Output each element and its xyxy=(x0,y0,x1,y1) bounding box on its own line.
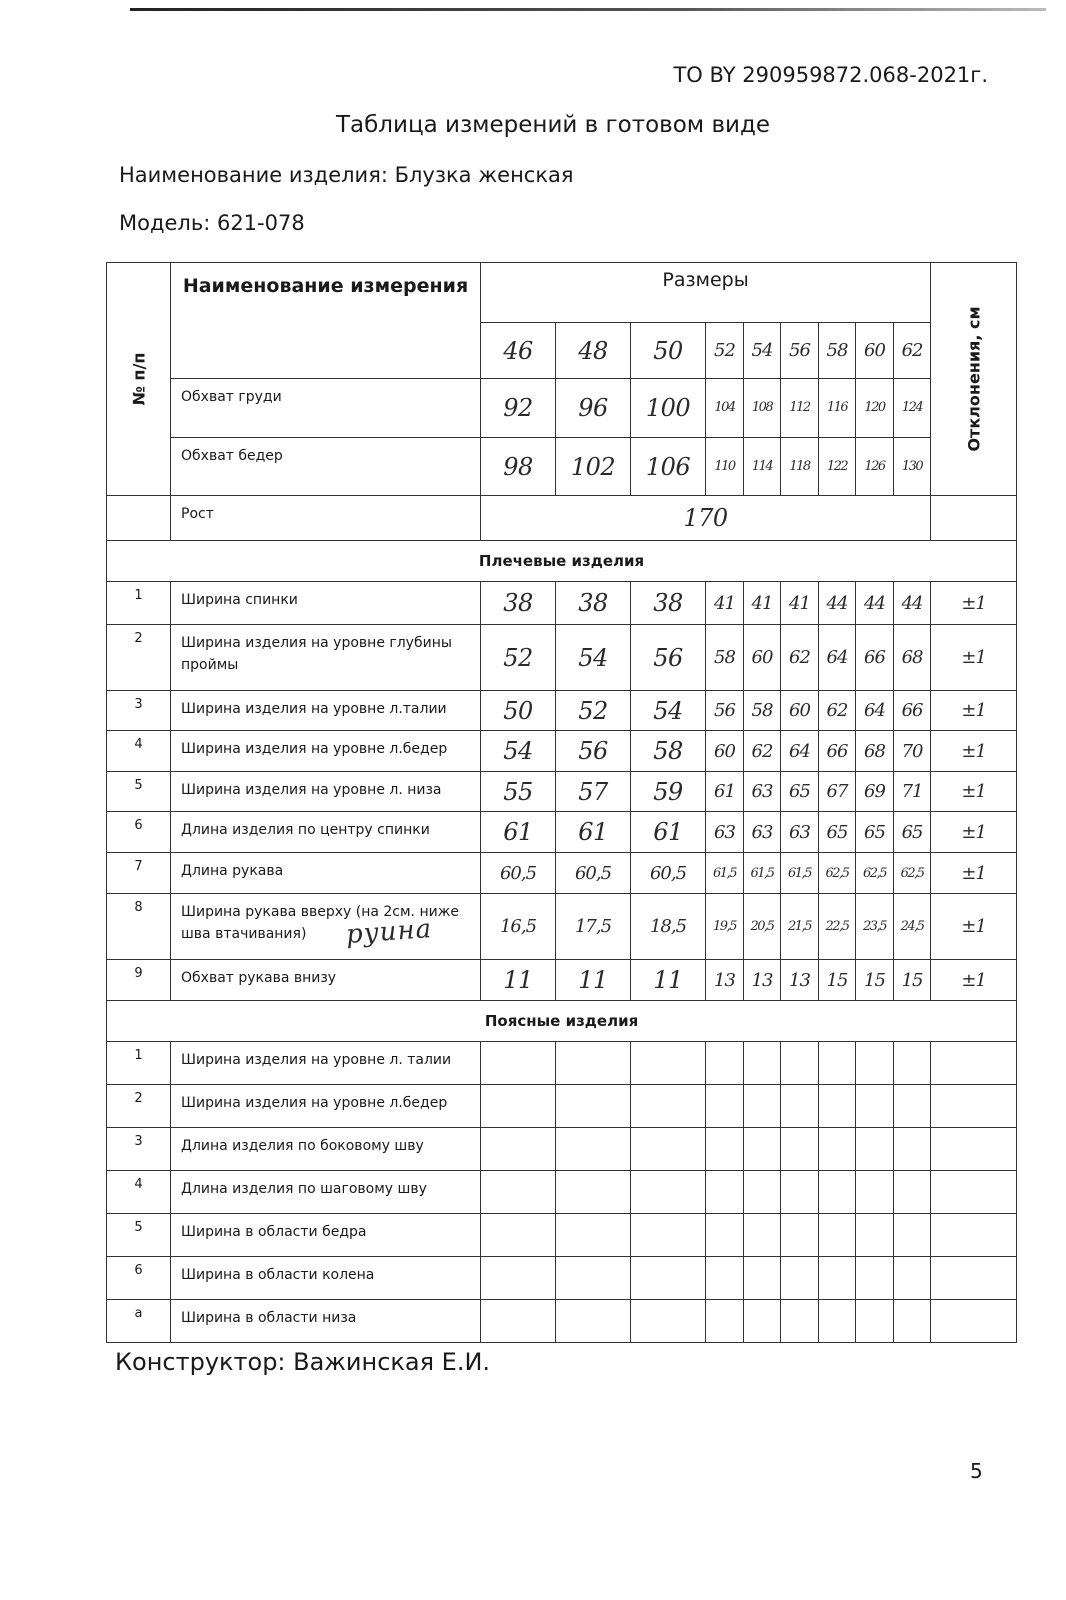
measurement-value: 70 xyxy=(894,731,931,772)
row-number: 6 xyxy=(107,812,171,853)
measurement-value: 15 xyxy=(856,960,894,1001)
body-measure-value: 106 xyxy=(631,438,706,496)
empty-value-cell xyxy=(894,1128,931,1171)
table-row xyxy=(107,960,1017,1001)
measurement-value: 62 xyxy=(819,691,856,731)
height-label: Рост xyxy=(171,496,481,541)
deviation-value: ±1 xyxy=(931,960,1017,1001)
empty-value-cell xyxy=(744,1085,781,1128)
measurement-value: 17,5 xyxy=(556,894,631,960)
measurement-name: Ширина изделия на уровне л. талии xyxy=(171,1042,481,1085)
measurement-value: 64 xyxy=(781,731,819,772)
measurement-value: 62,5 xyxy=(856,853,894,894)
body-measure-value: 126 xyxy=(856,438,894,496)
height-label-spacer xyxy=(107,496,171,541)
empty-value-cell xyxy=(781,1085,819,1128)
measurement-value: 44 xyxy=(819,582,856,625)
empty-value-cell xyxy=(744,1128,781,1171)
measurement-name: Длина изделия по боковому шву xyxy=(171,1128,481,1171)
measurement-name: Обхват рукава внизу xyxy=(171,960,481,1001)
measurement-value: 54 xyxy=(481,731,556,772)
empty-value-cell xyxy=(706,1128,744,1171)
measurement-value: 65 xyxy=(856,812,894,853)
row-number: 4 xyxy=(107,1171,171,1214)
empty-value-cell xyxy=(631,1085,706,1128)
empty-value-cell xyxy=(481,1171,556,1214)
measurement-value: 60 xyxy=(706,731,744,772)
empty-value-cell xyxy=(931,1128,1017,1171)
body-row xyxy=(107,438,1017,496)
row-number: а xyxy=(107,1300,171,1343)
empty-value-cell xyxy=(481,1214,556,1257)
measurement-value: 61,5 xyxy=(744,853,781,894)
measurement-value: 64 xyxy=(856,691,894,731)
empty-value-cell xyxy=(744,1300,781,1343)
body-measure-value: 130 xyxy=(894,438,931,496)
empty-value-cell xyxy=(556,1300,631,1343)
measurement-value: 62,5 xyxy=(819,853,856,894)
product-name-line: Наименование изделия: Блузка женская xyxy=(119,163,574,187)
empty-value-cell xyxy=(706,1300,744,1343)
body-measure-value: 122 xyxy=(819,438,856,496)
measurement-value: 62,5 xyxy=(894,853,931,894)
body-measure-label: Обхват груди xyxy=(171,378,481,437)
row-number: 4 xyxy=(107,731,171,772)
body-measure-value: 118 xyxy=(781,438,819,496)
empty-value-cell xyxy=(819,1300,856,1343)
measurement-value: 60 xyxy=(744,625,781,691)
body-measure-label: Обхват бедер xyxy=(171,438,481,496)
empty-value-cell xyxy=(706,1042,744,1085)
measurement-value: 67 xyxy=(819,772,856,812)
model-line: Модель: 621-078 xyxy=(119,211,305,235)
measurement-value: 50 xyxy=(481,691,556,731)
measurement-value: 68 xyxy=(894,625,931,691)
row-number: 1 xyxy=(107,582,171,625)
table-row xyxy=(107,772,1017,812)
empty-value-cell xyxy=(856,1257,894,1300)
empty-value-cell xyxy=(481,1042,556,1085)
measurement-value: 61 xyxy=(481,812,556,853)
empty-value-cell xyxy=(556,1128,631,1171)
document-code: ТО BY 290959872.068-2021г. xyxy=(673,63,988,87)
measurement-value: 11 xyxy=(631,960,706,1001)
table-row xyxy=(107,691,1017,731)
height-row xyxy=(107,496,1017,541)
measurement-value: 58 xyxy=(706,625,744,691)
measurement-name: Ширина изделия на уровне л. низа xyxy=(171,772,481,812)
empty-value-cell xyxy=(631,1128,706,1171)
measurement-value: 63 xyxy=(744,812,781,853)
measurement-value: 38 xyxy=(631,582,706,625)
measurement-value: 60,5 xyxy=(481,853,556,894)
measurement-value: 23,5 xyxy=(856,894,894,960)
deviation-value: ±1 xyxy=(931,691,1017,731)
measurement-value: 52 xyxy=(556,691,631,731)
empty-value-cell xyxy=(856,1300,894,1343)
height-deviation-cell xyxy=(931,496,1017,541)
measurement-value: 60,5 xyxy=(631,853,706,894)
scan-edge-line xyxy=(130,8,1046,11)
empty-value-cell xyxy=(781,1300,819,1343)
section-title-waist: Поясные изделия xyxy=(107,1001,1017,1042)
measurement-value: 64 xyxy=(819,625,856,691)
row-number: 3 xyxy=(107,691,171,731)
table-row xyxy=(107,894,1017,960)
empty-value-cell xyxy=(744,1042,781,1085)
handwritten-note: руина xyxy=(345,914,434,950)
measurement-value: 63 xyxy=(706,812,744,853)
column-header-measurement: Наименование измерения xyxy=(171,263,481,379)
empty-value-cell xyxy=(706,1257,744,1300)
column-header-number: № п/п xyxy=(107,263,171,496)
body-measure-value: 116 xyxy=(819,378,856,437)
empty-value-cell xyxy=(631,1214,706,1257)
table-row xyxy=(107,625,1017,691)
measurement-value: 41 xyxy=(744,582,781,625)
size-header-cell: 60 xyxy=(856,323,894,378)
section-title-shoulder: Плечевые изделия xyxy=(107,541,1017,582)
column-header-deviation: Отклонения, см xyxy=(931,263,1017,496)
measurement-name: Ширина в области колена xyxy=(171,1257,481,1300)
empty-value-cell xyxy=(819,1128,856,1171)
empty-value-cell xyxy=(931,1171,1017,1214)
measurement-value: 61,5 xyxy=(706,853,744,894)
measurement-value: 61,5 xyxy=(781,853,819,894)
empty-value-cell xyxy=(819,1171,856,1214)
row-number: 5 xyxy=(107,772,171,812)
measurement-value: 24,5 xyxy=(894,894,931,960)
measurement-value: 57 xyxy=(556,772,631,812)
measurement-value: 44 xyxy=(894,582,931,625)
measurement-value: 54 xyxy=(631,691,706,731)
deviation-value: ±1 xyxy=(931,894,1017,960)
size-header-cell: 62 xyxy=(894,323,931,378)
measurement-value: 59 xyxy=(631,772,706,812)
measurement-value: 65 xyxy=(781,772,819,812)
measurement-value: 66 xyxy=(819,731,856,772)
measurement-value: 71 xyxy=(894,772,931,812)
empty-value-cell xyxy=(894,1171,931,1214)
measurement-value: 11 xyxy=(481,960,556,1001)
empty-value-cell xyxy=(631,1042,706,1085)
empty-value-cell xyxy=(481,1085,556,1128)
row-number: 9 xyxy=(107,960,171,1001)
size-header-cell: 48 xyxy=(556,323,631,378)
measurement-table xyxy=(106,262,1017,1343)
empty-value-cell xyxy=(556,1257,631,1300)
empty-value-cell xyxy=(781,1042,819,1085)
measurement-value: 13 xyxy=(781,960,819,1001)
measurement-value: 61 xyxy=(556,812,631,853)
measurement-value: 19,5 xyxy=(706,894,744,960)
measurement-value: 52 xyxy=(481,625,556,691)
table-row xyxy=(107,731,1017,772)
page-title: Таблица измерений в готовом виде xyxy=(335,112,771,138)
body-measure-value: 110 xyxy=(706,438,744,496)
measurement-value: 13 xyxy=(706,960,744,1001)
table-row xyxy=(107,582,1017,625)
measurement-value: 15 xyxy=(819,960,856,1001)
body-measure-value: 114 xyxy=(744,438,781,496)
deviation-value: ±1 xyxy=(931,731,1017,772)
measurement-value: 56 xyxy=(706,691,744,731)
measurement-value: 41 xyxy=(781,582,819,625)
measurement-value: 55 xyxy=(481,772,556,812)
measurement-value: 63 xyxy=(781,812,819,853)
measurement-value: 15 xyxy=(894,960,931,1001)
measurement-value: 69 xyxy=(856,772,894,812)
size-header-cell: 46 xyxy=(481,323,556,378)
body-measure-value: 124 xyxy=(894,378,931,437)
deviation-value: ±1 xyxy=(931,582,1017,625)
table-row xyxy=(107,1257,1017,1300)
deviation-value: ±1 xyxy=(931,812,1017,853)
measurement-value: 61 xyxy=(706,772,744,812)
row-number: 8 xyxy=(107,894,171,960)
empty-value-cell xyxy=(894,1214,931,1257)
empty-value-cell xyxy=(931,1257,1017,1300)
measurement-value: 41 xyxy=(706,582,744,625)
measurement-value: 11 xyxy=(556,960,631,1001)
measurement-value: 16,5 xyxy=(481,894,556,960)
measurement-value: 56 xyxy=(631,625,706,691)
size-header-cell: 58 xyxy=(819,323,856,378)
measurement-value: 21,5 xyxy=(781,894,819,960)
measurement-name: Длина изделия по шаговому шву xyxy=(171,1171,481,1214)
measurement-value: 62 xyxy=(744,731,781,772)
empty-value-cell xyxy=(744,1257,781,1300)
body-measure-value: 96 xyxy=(556,378,631,437)
size-header-cell: 50 xyxy=(631,323,706,378)
empty-value-cell xyxy=(781,1171,819,1214)
table-row xyxy=(107,1171,1017,1214)
row-number: 1 xyxy=(107,1042,171,1085)
empty-value-cell xyxy=(856,1042,894,1085)
empty-value-cell xyxy=(894,1300,931,1343)
measurement-value: 44 xyxy=(856,582,894,625)
table-row xyxy=(107,1128,1017,1171)
size-header-cell: 56 xyxy=(781,323,819,378)
table-row xyxy=(107,1042,1017,1085)
body-measure-value: 108 xyxy=(744,378,781,437)
empty-value-cell xyxy=(781,1214,819,1257)
measurement-name: Ширина спинки xyxy=(171,582,481,625)
row-number: 2 xyxy=(107,625,171,691)
page-number: 5 xyxy=(970,1459,983,1483)
deviation-value: ±1 xyxy=(931,772,1017,812)
empty-value-cell xyxy=(819,1257,856,1300)
measurement-value: 58 xyxy=(744,691,781,731)
measurement-value: 61 xyxy=(631,812,706,853)
empty-value-cell xyxy=(931,1085,1017,1128)
measurement-name: Ширина рукава вверху (на 2см. ниже шва втачивания) xyxy=(171,894,481,960)
empty-value-cell xyxy=(856,1128,894,1171)
table-row xyxy=(107,853,1017,894)
height-value: 170 xyxy=(481,496,931,541)
size-header-cell: 54 xyxy=(744,323,781,378)
column-header-sizes: Размеры xyxy=(481,263,931,323)
empty-value-cell xyxy=(706,1085,744,1128)
measurement-value: 66 xyxy=(856,625,894,691)
row-number: 7 xyxy=(107,853,171,894)
empty-value-cell xyxy=(894,1257,931,1300)
measurement-value: 60 xyxy=(781,691,819,731)
body-measure-value: 100 xyxy=(631,378,706,437)
table-row xyxy=(107,1214,1017,1257)
measurement-name: Ширина изделия на уровне л.талии xyxy=(171,691,481,731)
body-measure-value: 98 xyxy=(481,438,556,496)
measurement-value: 63 xyxy=(744,772,781,812)
empty-value-cell xyxy=(931,1214,1017,1257)
measurement-name: Длина рукава xyxy=(171,853,481,894)
measurement-value: 13 xyxy=(744,960,781,1001)
measurement-value: 66 xyxy=(894,691,931,731)
measurement-value: 18,5 xyxy=(631,894,706,960)
body-measure-value: 104 xyxy=(706,378,744,437)
empty-value-cell xyxy=(819,1214,856,1257)
empty-value-cell xyxy=(556,1214,631,1257)
measurement-value: 65 xyxy=(819,812,856,853)
designer-signature-line: Конструктор: Важинская Е.И. xyxy=(115,1348,491,1376)
table-row xyxy=(107,812,1017,853)
measurement-value: 60,5 xyxy=(556,853,631,894)
empty-value-cell xyxy=(481,1257,556,1300)
empty-value-cell xyxy=(631,1257,706,1300)
body-measure-value: 92 xyxy=(481,378,556,437)
row-number: 3 xyxy=(107,1128,171,1171)
measurement-value: 22,5 xyxy=(819,894,856,960)
size-header-cell: 52 xyxy=(706,323,744,378)
empty-value-cell xyxy=(706,1214,744,1257)
deviation-value: ±1 xyxy=(931,853,1017,894)
measurement-name: Ширина в области бедра xyxy=(171,1214,481,1257)
empty-value-cell xyxy=(556,1085,631,1128)
measurement-value: 54 xyxy=(556,625,631,691)
empty-value-cell xyxy=(744,1214,781,1257)
empty-value-cell xyxy=(931,1300,1017,1343)
empty-value-cell xyxy=(894,1085,931,1128)
empty-value-cell xyxy=(931,1042,1017,1085)
empty-value-cell xyxy=(856,1085,894,1128)
empty-value-cell xyxy=(781,1128,819,1171)
measurement-name: Ширина в области низа xyxy=(171,1300,481,1343)
empty-value-cell xyxy=(856,1214,894,1257)
measurement-name: Ширина изделия на уровне глубины проймы xyxy=(171,625,481,691)
empty-value-cell xyxy=(894,1042,931,1085)
body-measure-value: 112 xyxy=(781,378,819,437)
empty-value-cell xyxy=(631,1300,706,1343)
empty-value-cell xyxy=(819,1085,856,1128)
body-row xyxy=(107,378,1017,437)
measurement-value: 62 xyxy=(781,625,819,691)
empty-value-cell xyxy=(631,1171,706,1214)
measurement-name: Ширина изделия на уровне л.бедер xyxy=(171,731,481,772)
measurement-value: 38 xyxy=(481,582,556,625)
empty-value-cell xyxy=(556,1042,631,1085)
measurement-name: Длина изделия по центру спинки xyxy=(171,812,481,853)
body-measure-value: 102 xyxy=(556,438,631,496)
empty-value-cell xyxy=(556,1171,631,1214)
table-row xyxy=(107,1085,1017,1128)
empty-value-cell xyxy=(819,1042,856,1085)
deviation-value: ±1 xyxy=(931,625,1017,691)
empty-value-cell xyxy=(781,1257,819,1300)
measurement-value: 56 xyxy=(556,731,631,772)
row-number: 6 xyxy=(107,1257,171,1300)
empty-value-cell xyxy=(481,1128,556,1171)
row-number: 5 xyxy=(107,1214,171,1257)
empty-value-cell xyxy=(856,1171,894,1214)
measurement-value: 68 xyxy=(856,731,894,772)
measurement-value: 58 xyxy=(631,731,706,772)
body-measure-value: 120 xyxy=(856,378,894,437)
measurement-value: 65 xyxy=(894,812,931,853)
table-row xyxy=(107,1300,1017,1343)
measurement-name: Ширина изделия на уровне л.бедер xyxy=(171,1085,481,1128)
measurement-value: 38 xyxy=(556,582,631,625)
empty-value-cell xyxy=(481,1300,556,1343)
measurement-value: 20,5 xyxy=(744,894,781,960)
row-number: 2 xyxy=(107,1085,171,1128)
empty-value-cell xyxy=(706,1171,744,1214)
empty-value-cell xyxy=(744,1171,781,1214)
